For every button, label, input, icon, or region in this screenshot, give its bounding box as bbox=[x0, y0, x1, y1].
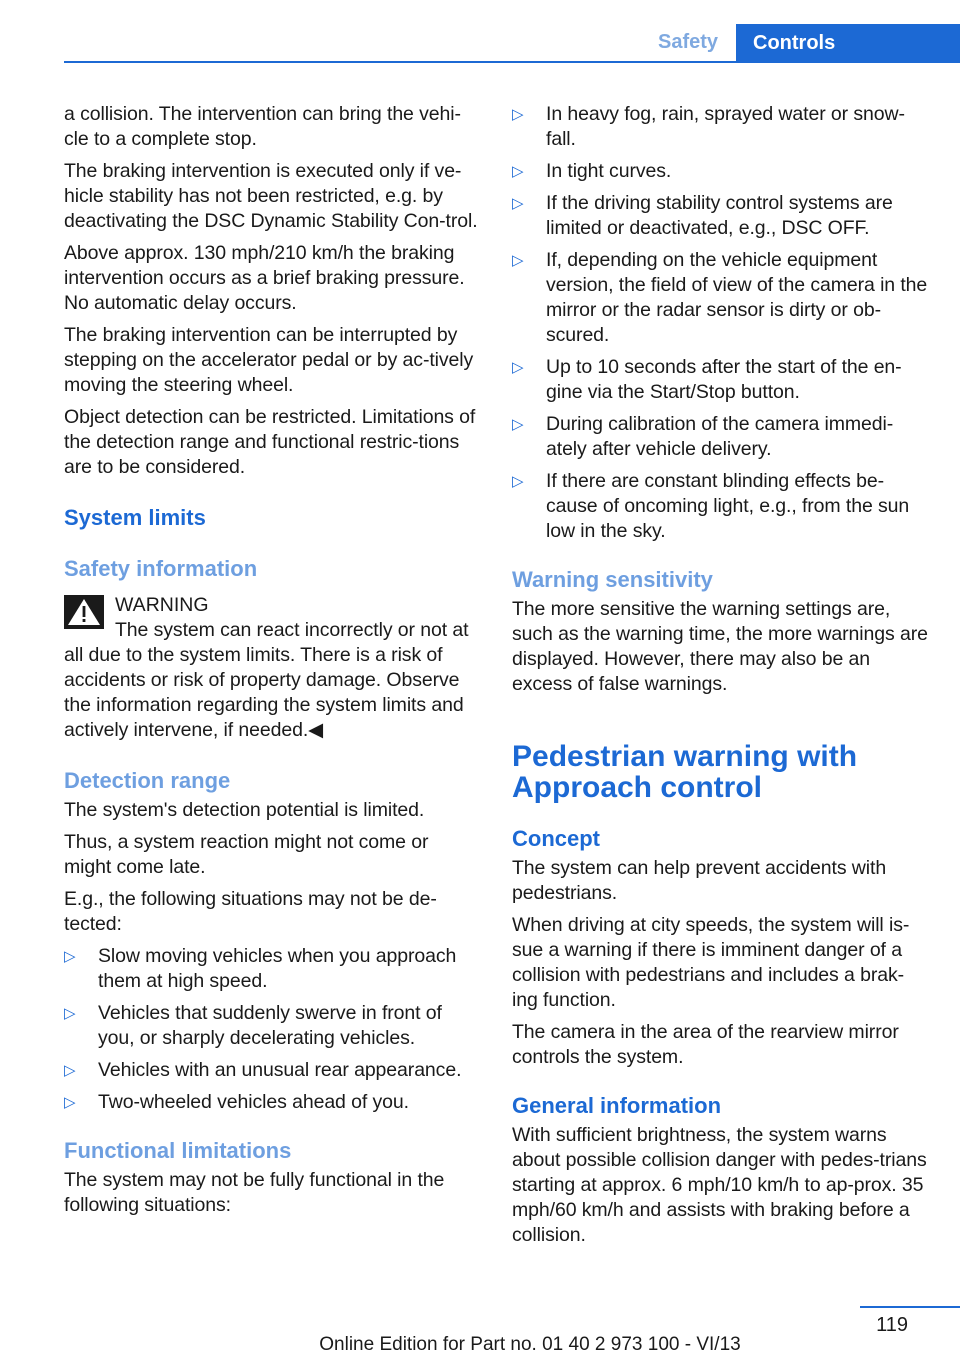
paragraph: With sufficient brightness, the system warns about possible collision danger with pedes‐trians starting at approx. 6 mph/10 km/h to ap‐prox. 35 mph/60 km/h and assists with braking before a collision. bbox=[512, 1124, 927, 1246]
paragraph: E.g., the following situations may not be de‐tected: bbox=[64, 888, 437, 935]
footer-edition: Online Edition for Part no. 01 40 2 973 100 - VI/13 bbox=[319, 1334, 741, 1355]
list-item: ▷ If the driving stability control systems are limited or deactivated, e.g., DSC OFF. bbox=[512, 192, 893, 239]
triangle-bullet-icon: ▷ bbox=[512, 252, 524, 269]
detection-bullet-list bbox=[64, 944, 478, 1115]
heading-general-information: General information bbox=[512, 1093, 722, 1118]
right-column bbox=[512, 102, 928, 1255]
paragraph: Thus, a system reaction might not come or might come late. bbox=[64, 831, 429, 878]
paragraph: The braking intervention is executed only if ve‐hicle stability has not been restricted, e.g. by deactivating the DSC Dynamic Stability Con‐trol. bbox=[64, 160, 478, 232]
paragraph: The more sensitive the warning settings are, such as the warning time, the more warnings are displayed. However, there may also be an excess of false warnings. bbox=[512, 598, 928, 695]
list-item: ▷ Up to 10 seconds after the start of the en‐gine via the Start/Stop button. bbox=[512, 356, 902, 403]
paragraph: The braking intervention can be interrupted by stepping on the accelerator pedal or by ac‐tively moving the steering wheel. bbox=[64, 324, 474, 396]
left-column bbox=[64, 102, 478, 1225]
paragraph: The system may not be fully functional in the following situations: bbox=[64, 1169, 445, 1216]
triangle-bullet-icon: ▷ bbox=[64, 1005, 76, 1022]
triangle-bullet-icon: ▷ bbox=[512, 106, 524, 123]
triangle-bullet-icon: ▷ bbox=[512, 473, 524, 490]
heading-detection-range: Detection range bbox=[64, 768, 231, 793]
list-item: ▷ During calibration of the camera immedi‐ately after vehicle delivery. bbox=[512, 413, 894, 460]
paragraph: When driving at city speeds, the system will is‐sue a warning if there is imminent danger of a collision with pedestrians and includes a brak‐ing function. bbox=[512, 914, 910, 1011]
list-item: ▷ Vehicles with an unusual rear appearance. bbox=[64, 1059, 462, 1081]
list-item: ▷ Two-wheeled vehicles ahead of you. bbox=[64, 1091, 409, 1113]
page-number-rule bbox=[860, 1306, 960, 1308]
paragraph: The system can help prevent accidents with pedestrians. bbox=[512, 857, 887, 904]
heading-system-limits: System limits bbox=[64, 505, 206, 530]
header-tab-controls[interactable]: Controls bbox=[736, 24, 960, 63]
heading-warning-sensitivity: Warning sensitivity bbox=[512, 567, 713, 592]
page-header bbox=[0, 0, 960, 64]
list-item: ▷ In tight curves. bbox=[512, 160, 672, 182]
heading-concept: Concept bbox=[512, 826, 600, 851]
heading-pedestrian-warning: Pedestrian warning with Approach control bbox=[512, 740, 858, 804]
triangle-bullet-icon: ▷ bbox=[512, 359, 524, 376]
warning-box bbox=[64, 593, 478, 743]
paragraph: a collision. The intervention can bring the vehi‐cle to a complete stop. bbox=[64, 103, 461, 150]
list-item: ▷ If there are constant blinding effects be‐cause of oncoming light, e.g., from the sun low in the sky. bbox=[512, 470, 910, 542]
paragraph: The camera in the area of the rearview mirror controls the system. bbox=[512, 1021, 899, 1068]
paragraph: Object detection can be restricted. Limitations of the detection range and functional restric‐tions are to be considered. bbox=[64, 406, 476, 478]
list-item: ▷ Vehicles that suddenly swerve in front of you, or sharply decelerating vehicles. bbox=[64, 1002, 442, 1049]
heading-functional-limitations: Functional limitations bbox=[64, 1138, 292, 1163]
paragraph: The system's detection potential is limited. bbox=[64, 799, 425, 821]
paragraph: Above approx. 130 mph/210 km/h the braking intervention occurs as a brief braking pressure. No automatic delay occurs. bbox=[64, 242, 465, 314]
warning-title: WARNING bbox=[115, 594, 209, 616]
list-item: ▷ In heavy fog, rain, sprayed water or snow‐fall. bbox=[512, 103, 905, 150]
list-item: ▷ Slow moving vehicles when you approach them at high speed. bbox=[64, 945, 457, 992]
heading-safety-information: Safety information bbox=[64, 556, 258, 581]
triangle-bullet-icon: ▷ bbox=[512, 195, 524, 212]
page-number: 119 bbox=[876, 1314, 908, 1336]
triangle-bullet-icon: ▷ bbox=[512, 416, 524, 433]
triangle-bullet-icon: ▷ bbox=[64, 948, 76, 965]
triangle-bullet-icon: ▷ bbox=[64, 1094, 76, 1111]
list-item: ▷ If, depending on the vehicle equipment version, the field of view of the camera in the mirror or the radar sensor is dirty or ob‐scured. bbox=[512, 249, 928, 346]
header-tab-safety[interactable]: Safety bbox=[657, 31, 719, 53]
functional-bullet-list bbox=[512, 102, 928, 544]
header-rule bbox=[64, 61, 960, 63]
warning-icon bbox=[64, 595, 104, 629]
warning-text: The system can react incorrectly or not at all due to the system limits. There is a risk of accidents or risk of property damage. Observe the information regarding the system limits and actively intervene, if needed.◀ bbox=[64, 619, 469, 741]
triangle-bullet-icon: ▷ bbox=[64, 1062, 76, 1079]
triangle-bullet-icon: ▷ bbox=[512, 163, 524, 180]
